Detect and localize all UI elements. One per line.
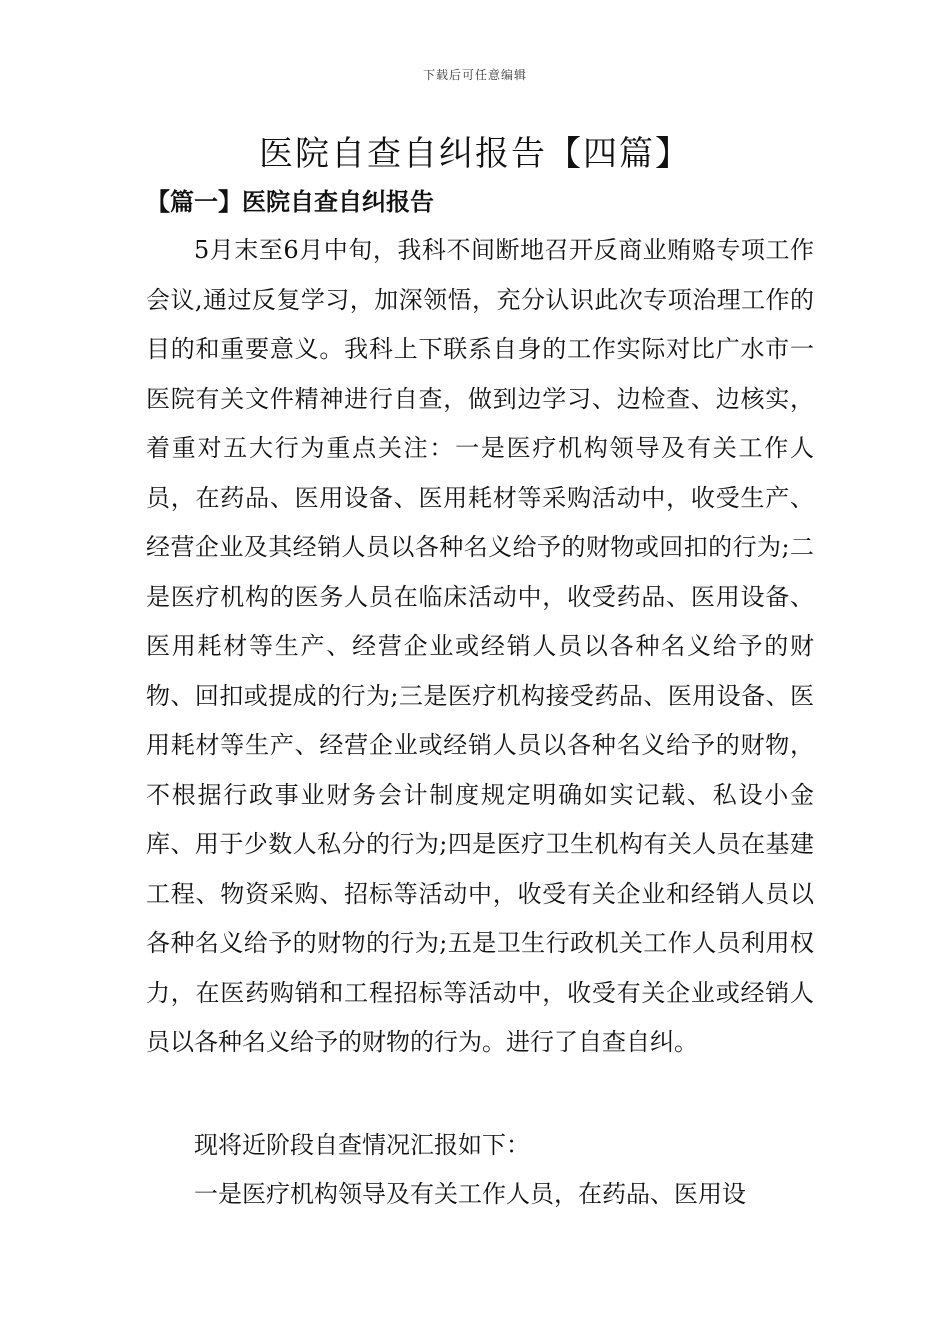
section-heading: 【篇一】医院自查自纠报告	[146, 187, 434, 216]
header-note: 下载后可任意编辑	[422, 68, 527, 82]
body-paragraph: 一是医疗机构领导及有关工作人员，在药品、医用设	[194, 1180, 746, 1208]
document-title: 医院自查自纠报告【四篇】	[259, 134, 691, 174]
body-paragraph: 5月末至6月中旬，我科不间断地召开反商业贿赂专项工作会议,通过反复学习，加深领悟，充分认识此次专项治理工作的目的和重要意义。我科上下联系自身的工作实际对比广水市一医院有关文件精神进行自查，做到边学习、边检查、边核实，着重对五大行为重点关注：一是医疗机构领导及有关工作人员，在药品、医用设备、医用耗材等采购活动中，收受生产、经营企业及其经销人员以各种名义给予的财物或回扣的行为;二是医疗机构的医务人员在临床活动中，收受药品、医用设备、医用耗材等生产、经营企业或经销人员以各种名义给予的财物、回扣或提成的行为;三是医疗机构接受药品、医用设备、医用耗材等生产、经营企业或经销人员以各种名义给予的财物，不根据行政事业财务会计制度规定明确如实记载、私设小金库、用于少数人私分的行为;四是医疗卫生机构有关人员在基建工程、物资采购、招标等活动中，收受有关企业和经销人员以各种名义给予的财物的行为;五是卫生行政机关工作人员利用权力，在医药购销和工程招标等活动中，收受有关企业或经销人员以各种名义给予的财物的行为。进行了自查自纠。	[146, 236, 814, 1056]
body-paragraph: 现将近阶段自查情况汇报如下：	[194, 1131, 530, 1159]
